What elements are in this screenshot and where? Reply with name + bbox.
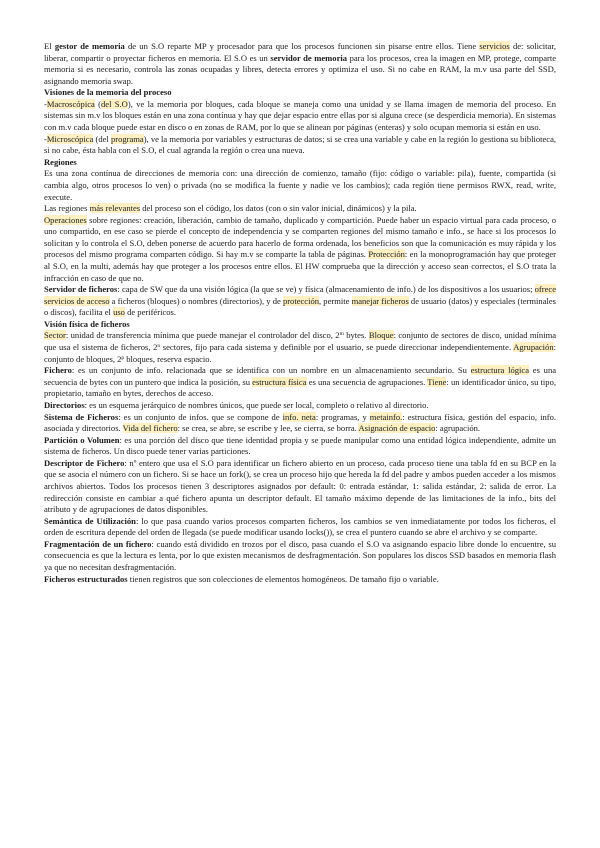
highlight-asignacion-espacio: Asignación de espacio <box>358 423 436 434</box>
paragraph-gestor-memoria <box>44 41 556 87</box>
highlight-agrupacion: Agrupación <box>513 342 554 353</box>
text: : nº entero que usa el S.O para identificar un fichero abierto en un proceso, cada proceso tiene una tabla fd en su BCP en la que se asocia el número con un fichero. Si se hace un fork(), se crea un proceso hijo que hereda la fd del padre y ambos pueden acceder a los mismos archivos abiertos. Todos los procesos tienen 3 descriptores asignados por default: 0: entrada estándar, 1: salida estándar, 2: salida de error. La redirección consiste en cambiar a qué fichero apunta un descriptor default. El tamaño máximo depende de las limitaciones de la info., bits del atributo y de agrupaciones de datos disponibles. <box>44 457 556 515</box>
paragraph-regiones-definicion: Es una zona contínua de direcciones de memoria con: una dirección de comienzo, tamaño (fijo: código o variable: pila), fuente, compartida (si cambia algo, otros procesos lo ven) o privada (no se modifica la fuente y nadie ve los cambios); cada región tiene permisos RWX, read, write, execute. <box>44 168 556 202</box>
highlight-tiene: Tiene <box>427 376 447 387</box>
text: : conjunto de bloques, 2 <box>44 342 556 364</box>
text: : unidad de transferencia mínima que puede manejar el controlador del disco, 2 <box>65 330 340 341</box>
text: de periféricos. <box>124 307 176 318</box>
highlight-estructura-fisica: estructura física <box>252 376 307 387</box>
term-sistema-ficheros: Sistema de Ficheros <box>44 411 119 422</box>
text: El <box>44 41 55 51</box>
highlight-del-so: del S.O <box>101 98 128 109</box>
highlight-info-neta: info. neta <box>282 411 316 422</box>
paragraph-descriptor <box>44 458 556 516</box>
text: : conjunto de sectores de disco, unidad mínima que usa el sistema de ficheros, 2 <box>44 330 557 353</box>
text: bytes. <box>343 330 369 341</box>
heading-visiones-memoria: Visiones de la memoria del proceso <box>44 87 172 98</box>
paragraph-sector-bloque <box>44 330 556 365</box>
term-servidor-memoria: servidor de memoria <box>270 52 348 63</box>
paragraph-operaciones <box>44 215 556 284</box>
text: es una secuencia de agrupaciones. <box>306 376 428 387</box>
text: ), ve la memoria por bloques, cada bloque se maneja como una unidad y se llama imagen de memoria del proceso. En sistemas sin m.v los bloques están en una zona contínua y hay que dejar espacio entre ellas por si alguna crece (se desperdicia memoria). En sistemas con m.v cada bloque puede estar en disco o en zonas de RAM, por lo que se alinean por páginas (enteras) y solo ocupan memoria si están en uso. <box>44 98 556 133</box>
paragraph-sistema-ficheros <box>44 412 556 435</box>
text: : capa de SW que da una visión lógica (la que se ve) y física (almacenamiento de info.) de los dispositivos a los usuarios; <box>117 284 535 295</box>
text: : un identificador único, su tipo, propietario, tamaño en bytes, derechos de acceso. <box>44 376 556 399</box>
text: de un S.O reparte MP y procesador para que los procesos funcionen sin pisarse entre ellos. Tiene <box>124 41 480 51</box>
text: Las regiones <box>44 203 90 214</box>
highlight-uso: uso <box>113 307 125 318</box>
paragraph-servidor-ficheros <box>44 284 556 319</box>
superscript: n <box>157 343 161 350</box>
paragraph-fichero <box>44 365 556 400</box>
highlight-servicios: servicios <box>479 41 510 51</box>
highlight-microscopica: Microscópica <box>46 133 94 144</box>
text: : es un conjunto de info. relacionada que se identifica con un nombre en un almacenamiento secundario. Su <box>71 365 471 376</box>
text: para los procesos, crea la imagen en MP, protege, comparte memoria si es necesario, controla las zonas ocupadas y libres, detecta errores y optimiza el uso. Si no cabe en RAM, la m.v usa parte del SSD, asignando memoria swap. <box>44 52 557 86</box>
text: : programas, y <box>315 411 370 422</box>
heading-regiones: Regiones <box>44 156 77 167</box>
term-gestor-memoria: gestor de memoria <box>54 41 125 51</box>
highlight-vida-fichero: Vida del fichero <box>122 423 178 434</box>
paragraph-semantica <box>44 516 556 539</box>
highlight-metainfo: metainfo. <box>369 411 403 422</box>
text: tienen registros que son colecciones de elementos homogéneos. De tamaño fijo o variable. <box>127 573 439 584</box>
highlight-manejar-ficheros: manejar ficheros <box>351 295 409 306</box>
superscript: m <box>339 331 344 338</box>
text: : en la monoprogramación hay que proteger al S.O, en la multi, además hay que proteger a los procesos entre ellos. El HW comprueba que la dirección y acceso sean correctos, el S.O trata la infracción en caso de que no. <box>44 249 556 283</box>
text: ( <box>94 98 101 109</box>
term-directorios: Directorios <box>44 399 85 410</box>
text: del proceso son el código, los datos (con o sin valor inicial, dinámicos) y la pila. <box>140 203 417 214</box>
paragraph-macroscopica <box>44 99 556 134</box>
paragraph-regiones-relevantes <box>44 203 556 215</box>
term-descriptor: Descriptor de Fichero <box>44 457 125 468</box>
term-fragmentacion: Fragmentación de un fichero <box>44 538 152 549</box>
highlight-ofrece-servicios: ofrece servicios de acceso <box>44 284 556 306</box>
text: de: solicitar, liberar, compartir o proyectar ficheros en memoria. El S.O es un <box>44 41 556 63</box>
text: - <box>44 133 47 144</box>
term-semantica: Semántica de Utilización <box>44 515 136 526</box>
paragraph-particion <box>44 435 556 458</box>
term-ficheros-estructurados: Ficheros estructurados <box>44 573 128 584</box>
text: : estructura física, gestión del espacio, info. asociada y directorios. <box>44 411 556 434</box>
superscript: p <box>121 354 125 361</box>
text: : es una porción del disco que tiene identidad propia y se puede manipular como una entidad lógica independiente, admite un sistema de ficheros. Un disco puede tener varias particiones. <box>44 434 556 457</box>
text: (del <box>93 133 111 144</box>
text: : cuando está dividido en trozos por el disco, pasa cuando el S.O va asignando espacio libre donde lo encuentre, su consecuencia es que la lectura es lenta, por lo que existen mecanismos de desfragmentación. Son populares los discos SSD basados en memoria flash ya que no necesitan desfragmentación. <box>44 538 557 573</box>
text: : lo que pasa cuando varios procesos comparten ficheros, los cambios se ven inmediatamente por todos los ficheros, el orden de escritura depende del orden de llegada (se puede modificar usando locks()), se crea el puntero cuando se abre el archivo y se comparte. <box>44 515 556 538</box>
highlight-operaciones: Operaciones <box>44 214 87 225</box>
highlight-estructura-logica: estructura lógica <box>470 365 529 376</box>
text: ), ve la memoria por variables y estructuras de datos; si se crea una variable y cabe en la región lo gestiona su biblioteca, si no cabe, ésta habla con el S.O, el cual agranda la región o crea una nueva. <box>44 133 557 156</box>
text: de usuario (datos) y especiales (terminales o discos), facilita el <box>44 295 556 318</box>
highlight-bloque: Bloque <box>368 330 394 341</box>
term-servidor-ficheros: Servidor de ficheros <box>44 284 118 295</box>
highlight-mas-relevantes: más relevantes <box>89 203 141 214</box>
highlight-sector: Sector <box>44 330 66 341</box>
text: - <box>44 98 47 109</box>
text: : se crea, se abre, se escribe y lee, se cierra, se borra. <box>177 423 359 434</box>
text: bloques, reserva espacio. <box>124 353 212 364</box>
paragraph-fragmentacion <box>44 539 556 574</box>
text: : agrupación. <box>435 423 481 434</box>
highlight-proteccion-ficheros: protección <box>282 295 320 306</box>
term-fichero: Fichero <box>44 365 72 376</box>
text: : es un conjunto de infos. que se compone de <box>118 411 283 422</box>
paragraph-microscopica <box>44 134 556 157</box>
highlight-programa: programa <box>110 133 144 144</box>
term-particion: Partición o Volumen <box>44 434 120 445</box>
heading-vision-fisica: Visión física de ficheros <box>44 318 130 329</box>
text: sectores, fijo para cada sistema y definible por el usuario, se puede direccionar independientemente. <box>160 342 514 353</box>
paragraph-ficheros-estructurados <box>44 574 556 586</box>
text: a ficheros (bloques) o nombres (directorios), y de <box>109 295 283 306</box>
text: es una secuencia de bytes con un puntero que indica la posición, su <box>44 365 557 387</box>
highlight-proteccion: Protección <box>368 249 405 260</box>
text: sobre regiones: creación, liberación, cambio de tamaño, duplicado y compartición. Puede haber un espacio virtual para cada proceso, o uno compartido, en ese caso se pierde el concepto de independencia y se comparten regiones del mismo tamaño e info., se hace si los procesos lo solicitan y lo controla el S.O, deben ponerse de acuerdo para hacerlo de forma ordenada, los beneficios son que la comunicación es muy rápida y los procesos del mismo programa comparten código. Si hay m.v se comparte la tabla de páginas. <box>44 214 556 260</box>
text: , permite <box>319 295 352 306</box>
text: : es un esquema jerárquico de nombres únicos, que puede ser local, completo o relativo al directorio. <box>84 399 429 410</box>
highlight-macroscopica: Macroscópica <box>46 98 95 109</box>
paragraph-directorios <box>44 400 556 412</box>
